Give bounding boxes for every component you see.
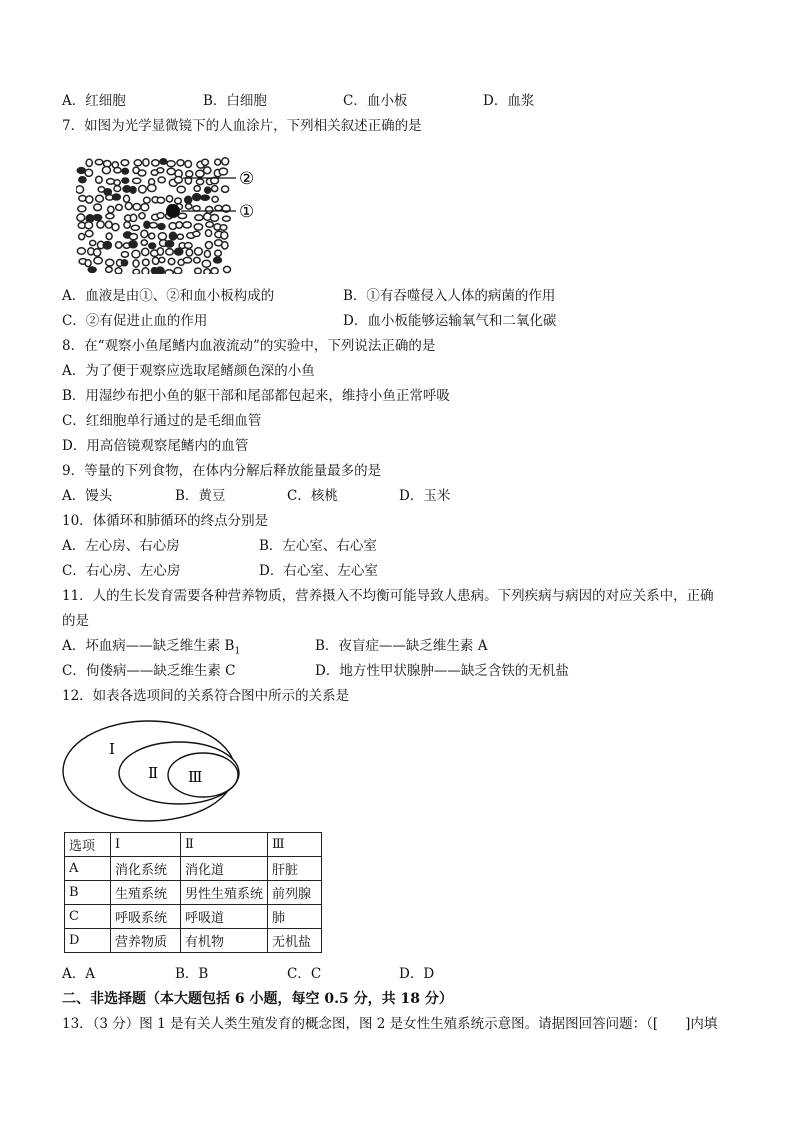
q10-option-d: D．右心室、左心室 xyxy=(259,563,378,579)
venn-label-3: Ⅲ xyxy=(188,768,203,786)
red-blood-cell xyxy=(183,222,191,228)
q11-option-a-text: A．坏血病——缺乏维生素 B xyxy=(62,638,235,654)
red-blood-cell xyxy=(167,168,175,174)
red-blood-cell xyxy=(175,198,182,204)
venn-label-1: Ⅰ xyxy=(109,740,115,758)
label-1: ① xyxy=(239,202,255,222)
red-blood-cell xyxy=(202,260,210,267)
red-blood-cell xyxy=(105,221,112,228)
white-blood-cell xyxy=(214,257,222,263)
q8-option-c: C．红细胞单行通过的是毛细血管 xyxy=(62,413,262,429)
red-blood-cell xyxy=(79,234,85,240)
red-blood-cell xyxy=(210,215,218,222)
red-blood-cell xyxy=(206,206,213,213)
table-cell: B xyxy=(65,881,111,905)
table-header-row xyxy=(65,833,322,857)
q11-stem-cont: 的是 xyxy=(62,613,89,629)
q11-option-a-subscript: 1 xyxy=(234,646,241,657)
white-blood-cell xyxy=(88,267,96,272)
red-blood-cell xyxy=(97,221,104,228)
white-blood-cell xyxy=(158,224,165,230)
red-blood-cell xyxy=(133,178,141,183)
venn-label-2: Ⅱ xyxy=(148,764,159,782)
red-blood-cell xyxy=(222,186,229,192)
red-blood-cell xyxy=(141,204,149,211)
red-blood-cell xyxy=(90,240,96,245)
q12-option-a: A．A xyxy=(62,966,95,982)
red-blood-cell xyxy=(204,269,211,274)
red-blood-cell xyxy=(108,206,114,213)
red-blood-cell xyxy=(185,243,193,249)
white-blood-cell xyxy=(77,168,85,174)
red-blood-cell xyxy=(158,233,166,240)
q7-option-b: B．①有吞噬侵入人体的病菌的作用 xyxy=(343,288,556,304)
red-blood-cell xyxy=(205,242,212,249)
red-blood-cell xyxy=(78,206,86,212)
red-blood-cell xyxy=(194,224,202,230)
white-blood-cell xyxy=(175,248,183,255)
red-blood-cell xyxy=(121,252,128,258)
white-blood-cell xyxy=(156,267,164,274)
q10-option-a: A．左心房、右心房 xyxy=(62,538,180,554)
red-blood-cell xyxy=(125,202,132,209)
red-blood-cell xyxy=(194,257,200,263)
table-cell: 呼吸道 xyxy=(181,905,268,929)
table-row xyxy=(65,905,322,929)
red-blood-cell xyxy=(193,231,200,236)
red-blood-cell xyxy=(211,268,218,274)
red-blood-cell xyxy=(115,268,122,274)
table-cell: 肺 xyxy=(268,905,322,929)
red-blood-cell xyxy=(195,215,203,221)
red-blood-cell xyxy=(176,222,183,229)
red-blood-cell xyxy=(196,170,204,177)
q9-option-d: D．玉米 xyxy=(399,488,451,504)
red-blood-cell xyxy=(114,168,121,173)
red-blood-cell xyxy=(124,195,130,202)
red-blood-cell xyxy=(141,230,148,237)
q9-option-c: C．核桃 xyxy=(287,488,338,504)
red-blood-cell xyxy=(152,257,158,264)
white-blood-cell xyxy=(122,178,129,183)
white-blood-cell xyxy=(113,194,121,200)
red-blood-cell xyxy=(76,186,84,193)
white-blood-cell xyxy=(79,177,86,183)
q12-option-c: C．C xyxy=(287,966,322,982)
white-blood-cell xyxy=(121,260,127,266)
table-row xyxy=(65,857,322,881)
red-blood-cell xyxy=(185,161,192,168)
red-blood-cell xyxy=(195,248,203,256)
q8-option-b: B．用湿纱布把小鱼的躯干部和尾部都包起来，维持小鱼正常呼吸 xyxy=(62,388,450,404)
q12-option-d: D．D xyxy=(399,966,435,982)
red-blood-cell xyxy=(167,161,175,167)
red-blood-cell xyxy=(86,159,92,166)
red-blood-cell xyxy=(77,214,85,221)
red-blood-cell xyxy=(102,167,110,174)
white-blood-cell xyxy=(185,196,192,203)
red-blood-cell xyxy=(142,268,149,274)
q8-stem: 8．在“观察小鱼尾鳍内血液流动”的实验中，下列说法正确的是 xyxy=(62,338,436,354)
section-2-title: 二、非选择题（本大题包括 6 小题，每空 0.5 分，共 18 分） xyxy=(62,991,453,1007)
red-blood-cell xyxy=(142,248,149,255)
q11-stem: 11．人的生长发育需要各种营养物质，营养摄入不均衡可能导致人患病。下列疾病与病因的对应关系中，正确 xyxy=(62,588,714,604)
white-blood-cell-marked xyxy=(166,204,180,218)
red-blood-cell xyxy=(131,225,139,230)
table-row xyxy=(65,881,322,905)
table-header-cell: 选项 xyxy=(65,833,111,857)
red-blood-cell xyxy=(139,213,145,219)
red-blood-cell xyxy=(106,267,113,273)
q10-option-b: B．左心室、右心室 xyxy=(259,538,377,554)
q7-option-a: A．血液是由①、②和血小板构成的 xyxy=(62,288,275,304)
table-cell: A xyxy=(65,857,111,881)
table-cell: 生殖系统 xyxy=(111,881,181,905)
white-blood-cell xyxy=(130,187,136,194)
q9-option-b: B．黄豆 xyxy=(175,488,226,504)
red-blood-cell xyxy=(114,180,120,186)
table-cell: 消化系统 xyxy=(111,857,181,881)
red-blood-cell xyxy=(133,269,140,274)
q7-option-c: C．②有促进止血的作用 xyxy=(62,313,208,329)
blood-smear-figure xyxy=(76,156,276,274)
red-blood-cell xyxy=(114,186,121,192)
white-blood-cell xyxy=(169,232,176,240)
red-blood-cell xyxy=(130,234,138,240)
red-blood-cell xyxy=(96,195,104,202)
red-blood-cell xyxy=(204,250,210,257)
white-blood-cell xyxy=(165,241,173,247)
table-cell: 无机盐 xyxy=(268,929,322,953)
red-blood-cell xyxy=(133,260,139,267)
red-blood-cell xyxy=(166,196,172,202)
red-blood-cell xyxy=(96,176,103,183)
red-blood-cell xyxy=(77,248,85,255)
white-blood-cell xyxy=(103,242,111,249)
red-blood-cell xyxy=(139,185,147,193)
red-blood-cell xyxy=(222,242,228,249)
red-blood-cell xyxy=(159,257,165,262)
white-blood-cell xyxy=(129,241,137,248)
red-blood-cell xyxy=(112,224,119,231)
table-cell: 有机物 xyxy=(181,929,268,953)
table-cell: 男性生殖系统 xyxy=(181,881,268,905)
red-blood-cell xyxy=(86,196,93,203)
table-cell: D xyxy=(65,929,111,953)
q6-option-a: A．红细胞 xyxy=(62,93,126,109)
q7-option-d: D．血小板能够运输氧气和二氧化碳 xyxy=(343,313,557,329)
red-blood-cell xyxy=(150,223,158,228)
q6-option-b: B．白细胞 xyxy=(203,93,267,109)
red-blood-cell xyxy=(215,250,222,256)
red-blood-cell xyxy=(166,249,174,255)
q9-stem: 9．等量的下列食物，在体内分解后释放能量最多的是 xyxy=(62,463,382,479)
q10-stem: 10．体循环和肺循环的终点分别是 xyxy=(62,513,269,529)
table-cell: 呼吸系统 xyxy=(111,905,181,929)
white-blood-cell xyxy=(122,168,128,174)
red-blood-cell xyxy=(177,234,183,239)
red-blood-cell xyxy=(79,196,86,202)
table-row xyxy=(65,929,322,953)
q11-option-c: C．佝偻病——缺乏维生素 C xyxy=(62,663,236,679)
red-blood-cell xyxy=(224,266,231,272)
red-blood-cell xyxy=(148,184,156,191)
red-blood-cell xyxy=(106,213,114,218)
red-blood-cell xyxy=(157,248,163,255)
red-blood-cell xyxy=(94,249,101,257)
red-blood-cell xyxy=(157,168,164,173)
label-2: ② xyxy=(239,169,255,189)
red-blood-cell xyxy=(143,159,149,166)
red-blood-cell xyxy=(130,214,136,221)
red-blood-cell xyxy=(221,232,228,239)
red-blood-cell xyxy=(149,233,155,239)
red-blood-cell xyxy=(134,160,141,166)
white-blood-cell xyxy=(93,215,101,221)
table-cell: 肝脏 xyxy=(268,857,322,881)
red-blood-cell xyxy=(194,186,200,192)
red-blood-cell xyxy=(133,204,141,211)
red-blood-cell xyxy=(157,197,164,203)
white-blood-cell xyxy=(201,195,209,200)
red-blood-cell xyxy=(106,259,114,266)
red-blood-cell xyxy=(204,167,211,174)
red-blood-cell xyxy=(165,270,173,274)
table-header-cell: Ⅰ xyxy=(111,833,181,857)
red-blood-cell xyxy=(220,225,227,231)
red-blood-cell xyxy=(168,258,175,264)
red-blood-cell xyxy=(152,160,159,166)
red-blood-cell xyxy=(158,177,165,183)
red-blood-cell xyxy=(205,230,211,237)
red-blood-cell xyxy=(215,159,221,165)
white-blood-cell xyxy=(193,194,201,201)
white-blood-cell xyxy=(205,187,211,193)
q12-stem: 12．如表各选项间的关系符合图中所示的关系是 xyxy=(62,688,350,704)
red-blood-cell xyxy=(85,222,93,229)
q11-option-b: B．夜盲症——缺乏维生素 A xyxy=(315,638,488,654)
red-blood-cell xyxy=(116,242,122,249)
q13-stem: 13．（3 分）图 1 是有关人类生殖发育的概念图，图 2 是女性生殖系统示意图。请据图回答问题：（[ ]内填 xyxy=(62,1016,718,1032)
table-cell: 消化道 xyxy=(181,857,268,881)
red-blood-cell xyxy=(175,177,183,184)
q12-option-b: B．B xyxy=(175,966,209,982)
white-blood-cell xyxy=(149,243,156,249)
red-blood-cell xyxy=(144,197,151,203)
options-table xyxy=(64,832,322,953)
q7-stem: 7．如图为光学显微镜下的人血涂片，下列相关叙述正确的是 xyxy=(62,118,422,134)
red-blood-cell xyxy=(206,222,214,227)
red-blood-cell xyxy=(85,230,93,236)
red-blood-cell xyxy=(94,257,102,264)
red-blood-cell xyxy=(157,213,164,219)
red-blood-cell xyxy=(212,186,218,192)
red-blood-cell xyxy=(193,206,200,211)
red-blood-cell xyxy=(222,158,229,165)
red-blood-cell xyxy=(94,204,102,211)
red-blood-cell xyxy=(183,257,191,263)
red-blood-cell xyxy=(85,260,91,267)
red-blood-cell xyxy=(116,204,123,210)
red-blood-cell xyxy=(223,216,231,221)
red-blood-cell xyxy=(132,250,140,258)
white-blood-cell xyxy=(160,159,167,164)
red-blood-cell xyxy=(186,204,192,209)
red-blood-cell xyxy=(219,168,227,175)
red-blood-cell xyxy=(106,233,112,240)
red-blood-cell xyxy=(196,179,203,185)
table-cell: 营养物质 xyxy=(111,929,181,953)
red-blood-cell xyxy=(202,159,209,165)
q11-option-d: D．地方性甲状腺肿——缺乏含铁的无机盐 xyxy=(315,663,569,679)
red-blood-cell xyxy=(186,249,192,256)
red-blood-cell xyxy=(95,159,103,164)
q8-option-d: D．用高倍镜观察尾鳍内的血管 xyxy=(62,438,249,454)
table-cell: 前列腺 xyxy=(268,881,322,905)
table-header-cell: Ⅱ xyxy=(181,833,268,857)
red-blood-cell xyxy=(215,205,222,210)
q8-option-a: A．为了便于观察应选取尾鳍颜色深的小鱼 xyxy=(62,363,315,379)
table-header-cell: Ⅲ xyxy=(268,833,322,857)
q6-option-d: D．血浆 xyxy=(483,93,535,109)
blood-cells xyxy=(76,158,231,274)
red-blood-cell xyxy=(124,222,130,228)
nested-ellipse-diagram xyxy=(62,716,252,826)
q6-option-c: C．血小板 xyxy=(343,93,408,109)
red-blood-cell xyxy=(177,160,184,166)
red-blood-cell xyxy=(143,259,150,266)
red-blood-cell xyxy=(141,240,147,245)
red-blood-cell xyxy=(138,170,146,176)
red-blood-cell xyxy=(174,268,182,274)
table-cell: C xyxy=(65,905,111,929)
red-blood-cell xyxy=(195,268,202,274)
q10-option-c: C．右心房、左心房 xyxy=(62,563,181,579)
ellipse-inner xyxy=(168,753,238,797)
red-blood-cell xyxy=(212,196,218,202)
red-blood-cell xyxy=(121,160,129,166)
red-blood-cell xyxy=(178,213,186,218)
red-blood-cell xyxy=(85,169,93,176)
q11-option-a xyxy=(62,637,240,661)
q9-option-a: A．馒头 xyxy=(62,488,113,504)
red-blood-cell xyxy=(177,186,185,193)
